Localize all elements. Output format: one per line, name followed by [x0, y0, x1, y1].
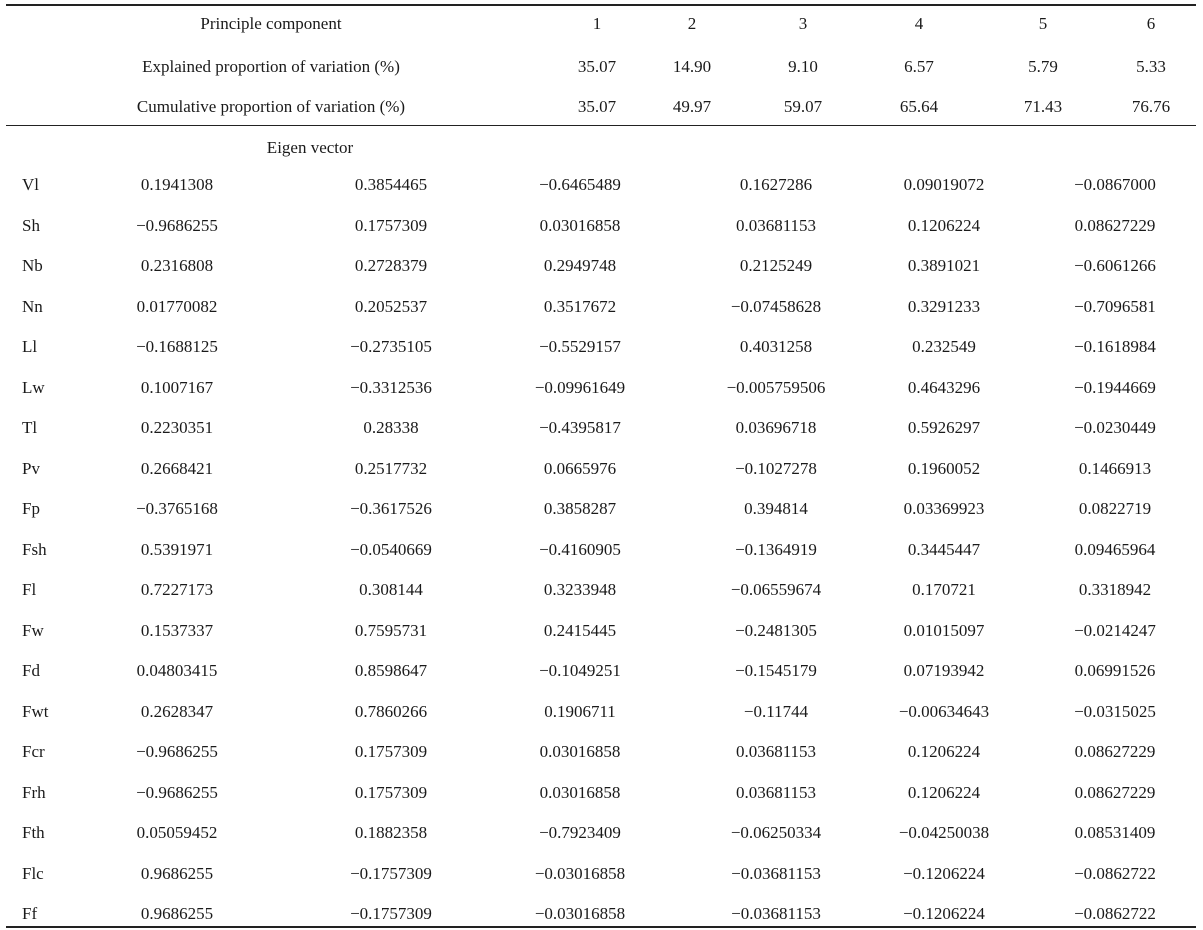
eigen-value-pc3: 0.1906711 — [544, 702, 616, 721]
eigen-value-pc1: 0.01770082 — [136, 297, 218, 316]
variable-name: Fsh — [22, 540, 47, 559]
eigen-value-pc1: −0.9686255 — [136, 216, 218, 235]
eigen-value-pc3: −0.03016858 — [534, 864, 626, 883]
eigen-value-pc4: −0.1027278 — [735, 459, 817, 478]
variable-name: Ll — [22, 337, 38, 356]
eigen-value-pc1: 0.04803415 — [136, 661, 218, 680]
eigen-value-pc2: 0.1882358 — [354, 823, 428, 842]
eigen-value-pc2: −0.2735105 — [350, 337, 432, 356]
eigen-value-pc5: 0.09019072 — [903, 175, 985, 194]
explained-6: 5.33 — [1136, 57, 1166, 76]
eigen-value-pc6: 0.0822719 — [1078, 499, 1152, 518]
table-row — [0, 621, 1203, 641]
eigen-value-pc4: 0.4031258 — [739, 337, 813, 356]
cumulative-5: 71.43 — [1023, 97, 1063, 116]
variable-name: Tl — [22, 418, 38, 437]
eigen-value-pc6: 0.08627229 — [1074, 742, 1156, 761]
eigen-value-pc5: 0.1206224 — [907, 783, 981, 802]
component-4: 4 — [914, 14, 924, 33]
eigen-value-pc4: −0.06250334 — [730, 823, 822, 842]
eigen-value-pc2: 0.28338 — [363, 418, 419, 437]
eigen-value-pc3: 0.3233948 — [543, 580, 617, 599]
table-row — [0, 540, 1203, 560]
explained-2: 14.90 — [672, 57, 712, 76]
eigen-value-pc4: 0.03681153 — [735, 742, 817, 761]
eigen-value-pc3: −0.1049251 — [539, 661, 621, 680]
eigen-value-pc1: −0.1688125 — [136, 337, 218, 356]
eigen-value-pc3: −0.09961649 — [534, 378, 626, 397]
eigen-value-pc2: 0.1757309 — [354, 783, 428, 802]
eigen-value-pc2: 0.2517732 — [354, 459, 428, 478]
eigen-value-pc1: 0.1941308 — [140, 175, 214, 194]
eigen-value-pc4: 0.03681153 — [735, 216, 817, 235]
eigen-value-pc2: 0.2052537 — [354, 297, 428, 316]
table-row — [0, 256, 1203, 276]
explained-label: Explained proportion of variation (%) — [142, 57, 400, 76]
cumulative-2: 49.97 — [672, 97, 712, 116]
eigen-value-pc5: −0.04250038 — [898, 823, 990, 842]
explained-3: 9.10 — [788, 57, 818, 76]
variable-name: Fcr — [22, 742, 45, 761]
eigen-value-pc3: 0.03016858 — [539, 742, 621, 761]
eigen-value-pc1: 0.2316808 — [140, 256, 214, 275]
eigen-value-pc6: 0.06991526 — [1074, 661, 1156, 680]
eigen-value-pc4: −0.06559674 — [730, 580, 822, 599]
table-row — [0, 661, 1203, 681]
component-6: 6 — [1146, 14, 1156, 33]
table-row — [0, 378, 1203, 398]
eigen-value-pc2: 0.2728379 — [354, 256, 428, 275]
eigen-value-pc3: 0.2415445 — [543, 621, 617, 640]
eigen-value-pc3: −0.7923409 — [539, 823, 621, 842]
variable-name: Fp — [22, 499, 40, 518]
bottom-rule — [6, 926, 1196, 928]
eigen-value-pc6: 0.08627229 — [1074, 783, 1156, 802]
eigen-value-pc4: 0.2125249 — [739, 256, 813, 275]
table-row — [0, 418, 1203, 438]
eigen-value-pc6: −0.7096581 — [1074, 297, 1156, 316]
eigen-value-pc5: 0.5926297 — [907, 418, 981, 437]
explained-4: 6.57 — [904, 57, 934, 76]
eigen-value-pc1: 0.7227173 — [140, 580, 214, 599]
eigen-value-pc2: 0.7595731 — [354, 621, 428, 640]
eigen-value-pc1: 0.5391971 — [140, 540, 214, 559]
eigen-value-pc2: −0.3312536 — [350, 378, 432, 397]
eigen-value-pc4: −0.03681153 — [731, 904, 821, 923]
eigen-value-pc6: 0.08531409 — [1074, 823, 1156, 842]
eigen-value-pc5: 0.03369923 — [903, 499, 985, 518]
eigen-value-pc3: 0.0665976 — [543, 459, 617, 478]
eigen-value-pc6: 0.09465964 — [1074, 540, 1156, 559]
variable-name: Fth — [22, 823, 45, 842]
eigen-value-pc1: 0.2668421 — [140, 459, 214, 478]
eigen-value-pc4: 0.1627286 — [739, 175, 813, 194]
eigen-value-pc6: −0.0862722 — [1074, 864, 1156, 883]
eigen-value-pc5: −0.1206224 — [903, 864, 985, 883]
eigen-value-pc1: 0.1007167 — [140, 378, 214, 397]
eigen-value-pc3: 0.3858287 — [543, 499, 617, 518]
eigen-value-pc5: 0.170721 — [912, 580, 976, 599]
eigen-value-pc2: −0.1757309 — [350, 864, 432, 883]
eigen-value-pc2: −0.0540669 — [350, 540, 432, 559]
table-row — [0, 499, 1203, 519]
eigen-value-pc2: 0.8598647 — [354, 661, 428, 680]
eigen-value-pc5: 0.1206224 — [907, 742, 981, 761]
eigen-value-pc2: 0.1757309 — [354, 742, 428, 761]
component-2: 2 — [687, 14, 697, 33]
eigen-value-pc1: 0.1537337 — [140, 621, 214, 640]
table-row — [0, 742, 1203, 762]
variable-name: Nn — [22, 297, 43, 316]
table-row — [0, 864, 1203, 884]
table-row — [0, 904, 1203, 924]
cumulative-1: 35.07 — [577, 97, 617, 116]
eigen-value-pc4: −0.1545179 — [735, 661, 817, 680]
eigen-value-pc1: 0.05059452 — [136, 823, 218, 842]
top-rule — [6, 4, 1196, 6]
explained-1: 35.07 — [577, 57, 617, 76]
eigen-value-pc4: −0.2481305 — [735, 621, 817, 640]
eigen-value-pc4: 0.394814 — [744, 499, 808, 518]
eigen-value-pc6: −0.1618984 — [1074, 337, 1156, 356]
variable-name: Flc — [22, 864, 44, 883]
component-1: 1 — [592, 14, 602, 33]
cumulative-label: Cumulative proportion of variation (%) — [136, 97, 406, 116]
eigen-value-pc5: 0.232549 — [912, 337, 976, 356]
component-5: 5 — [1038, 14, 1048, 33]
eigen-value-pc1: 0.9686255 — [140, 904, 214, 923]
variable-name: Pv — [22, 459, 40, 478]
eigen-value-pc2: 0.308144 — [359, 580, 423, 599]
eigen-value-pc2: 0.7860266 — [354, 702, 428, 721]
eigen-value-pc4: −0.11744 — [743, 702, 809, 721]
table-row — [0, 337, 1203, 357]
eigen-value-pc4: −0.03681153 — [731, 864, 821, 883]
variable-name: Fd — [22, 661, 40, 680]
eigen-value-pc6: 0.08627229 — [1074, 216, 1156, 235]
eigen-value-pc6: −0.0862722 — [1074, 904, 1156, 923]
table-row — [0, 297, 1203, 317]
eigen-value-pc5: 0.3445447 — [907, 540, 981, 559]
eigen-value-pc5: 0.1960052 — [907, 459, 981, 478]
eigen-value-pc3: −0.03016858 — [534, 904, 626, 923]
eigen-value-pc4: −0.07458628 — [730, 297, 822, 316]
variable-name: Ff — [22, 904, 38, 923]
table-row — [0, 823, 1203, 843]
variable-name: Frh — [22, 783, 46, 802]
cumulative-6: 76.76 — [1131, 97, 1171, 116]
eigen-value-pc6: −0.0867000 — [1074, 175, 1156, 194]
eigen-value-pc6: −0.0214247 — [1074, 621, 1156, 640]
variable-name: Vl — [22, 175, 39, 194]
eigen-value-pc4: −0.005759506 — [726, 378, 826, 397]
eigen-value-pc5: 0.07193942 — [903, 661, 985, 680]
eigen-value-pc4: −0.1364919 — [735, 540, 817, 559]
eigen-value-pc5: −0.1206224 — [903, 904, 985, 923]
variable-name: Nb — [22, 256, 43, 275]
eigen-value-pc6: −0.0230449 — [1074, 418, 1156, 437]
eigen-value-pc1: 0.9686255 — [140, 864, 214, 883]
eigen-value-pc5: 0.01015097 — [903, 621, 985, 640]
variable-name: Fwt — [22, 702, 49, 721]
variable-name: Lw — [22, 378, 45, 397]
table-row — [0, 580, 1203, 600]
explained-5: 5.79 — [1028, 57, 1058, 76]
eigen-value-pc3: 0.3517672 — [543, 297, 617, 316]
eigen-value-pc4: 0.03696718 — [735, 418, 817, 437]
eigen-value-pc6: −0.1944669 — [1074, 378, 1156, 397]
eigen-value-pc2: 0.3854465 — [354, 175, 428, 194]
eigen-value-pc4: 0.03681153 — [735, 783, 817, 802]
eigen-value-pc6: −0.0315025 — [1074, 702, 1156, 721]
eigen-value-pc5: 0.1206224 — [907, 216, 981, 235]
variable-name: Sh — [22, 216, 40, 235]
table-row — [0, 459, 1203, 479]
table-row — [0, 216, 1203, 236]
eigen-value-pc6: 0.1466913 — [1078, 459, 1152, 478]
eigen-value-pc3: −0.4160905 — [539, 540, 621, 559]
eigen-value-pc6: −0.6061266 — [1074, 256, 1156, 275]
component-3: 3 — [798, 14, 808, 33]
eigen-value-pc3: −0.4395817 — [539, 418, 621, 437]
eigen-value-pc3: 0.03016858 — [539, 783, 621, 802]
pc-label: Principle component — [200, 14, 342, 33]
eigen-value-pc5: 0.3891021 — [907, 256, 981, 275]
eigen-value-pc2: −0.3617526 — [350, 499, 432, 518]
eigen-value-pc1: 0.2628347 — [140, 702, 214, 721]
eigen-value-pc1: −0.9686255 — [136, 742, 218, 761]
eigen-value-pc3: 0.2949748 — [543, 256, 617, 275]
header-rule — [6, 125, 1196, 126]
table-row — [0, 175, 1203, 195]
eigen-vector-label: Eigen vector — [266, 138, 354, 157]
variable-name: Fw — [22, 621, 44, 640]
eigen-value-pc2: −0.1757309 — [350, 904, 432, 923]
eigen-value-pc1: −0.3765168 — [136, 499, 218, 518]
cumulative-3: 59.07 — [783, 97, 823, 116]
eigen-value-pc1: −0.9686255 — [136, 783, 218, 802]
variable-name: Fl — [22, 580, 37, 599]
eigen-value-pc6: 0.3318942 — [1078, 580, 1152, 599]
table-row — [0, 783, 1203, 803]
eigen-value-pc2: 0.1757309 — [354, 216, 428, 235]
cumulative-4: 65.64 — [899, 97, 939, 116]
eigen-value-pc5: 0.3291233 — [907, 297, 981, 316]
eigen-value-pc5: −0.00634643 — [898, 702, 990, 721]
eigen-value-pc3: −0.6465489 — [539, 175, 621, 194]
eigen-value-pc3: 0.03016858 — [539, 216, 621, 235]
eigen-value-pc5: 0.4643296 — [907, 378, 981, 397]
table-row — [0, 702, 1203, 722]
eigen-value-pc3: −0.5529157 — [539, 337, 621, 356]
eigen-value-pc1: 0.2230351 — [140, 418, 214, 437]
